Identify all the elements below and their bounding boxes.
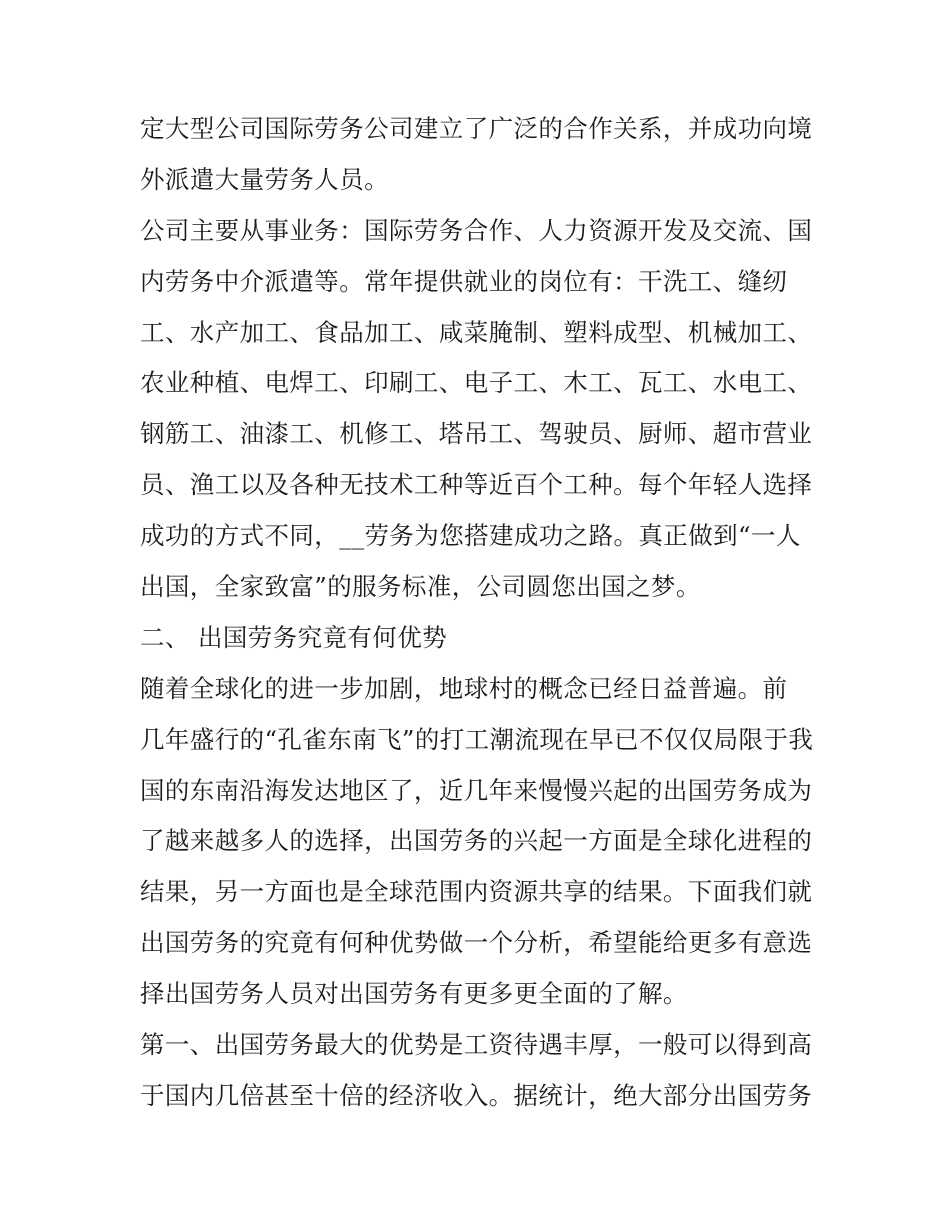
text-line: 了越来越多人的选择，出国劳务的兴起一方面是全球化进程的	[140, 826, 813, 856]
text-line: 公司主要从事业务：国际劳务合作、人力资源开发及交流、国	[140, 215, 813, 245]
text-line: 工、水产加工、食品加工、咸菜腌制、塑料成型、机械加工、	[140, 317, 813, 347]
text-line: 随着全球化的进一步加剧，地球村的概念已经日益普遍。前	[140, 673, 788, 703]
text-line: 第一、出国劳务最大的优势是工资待遇丰厚，一般可以得到高	[140, 1030, 813, 1060]
section-title: 出国劳务究竟有何优势	[198, 622, 447, 652]
text-line: 出国，全家致富”的服务标准，公司圆您出国之梦。	[140, 572, 701, 602]
text-line: 结果，另一方面也是全球范围内资源共享的结果。下面我们就	[140, 877, 813, 907]
body-text	[140, 104, 820, 1122]
text-line: 钢筋工、油漆工、机修工、塔吊工、驾驶员、厨师、超市营业	[140, 419, 813, 449]
text-line: 于国内几倍甚至十倍的经济收入。据统计，绝大部分出国劳务	[140, 1080, 813, 1110]
text-line: 择出国劳务人员对出国劳务有更多更全面的了解。	[140, 979, 688, 1009]
text-line: 内劳务中介派遣等。常年提供就业的岗位有：干洗工、缝纫	[140, 266, 788, 296]
text-line: 成功的方式不同，__劳务为您搭建成功之路。真正做到“一人	[140, 521, 801, 551]
text-line: 出国劳务的究竟有何种优势做一个分析，希望能给更多有意选	[140, 928, 813, 958]
text-line: 农业种植、电焊工、印刷工、电子工、木工、瓦工、水电工、	[140, 368, 813, 398]
section-number: 二、	[140, 622, 190, 652]
text-line: 定大型公司国际劳务公司建立了广泛的合作关系，并成功向境	[140, 114, 813, 143]
section-heading	[140, 613, 820, 664]
text-line: 员、渔工以及各种无技术工种等近百个工种。每个年轻人选择	[140, 470, 813, 500]
text-line: 外派遣大量劳务人员。	[140, 164, 389, 194]
text-line: 几年盛行的“孔雀东南飞”的打工潮流现在早已不仅仅局限于我	[140, 724, 814, 754]
text-line: 国的东南沿海发达地区了，近几年来慢慢兴起的出国劳务成为	[140, 775, 813, 805]
